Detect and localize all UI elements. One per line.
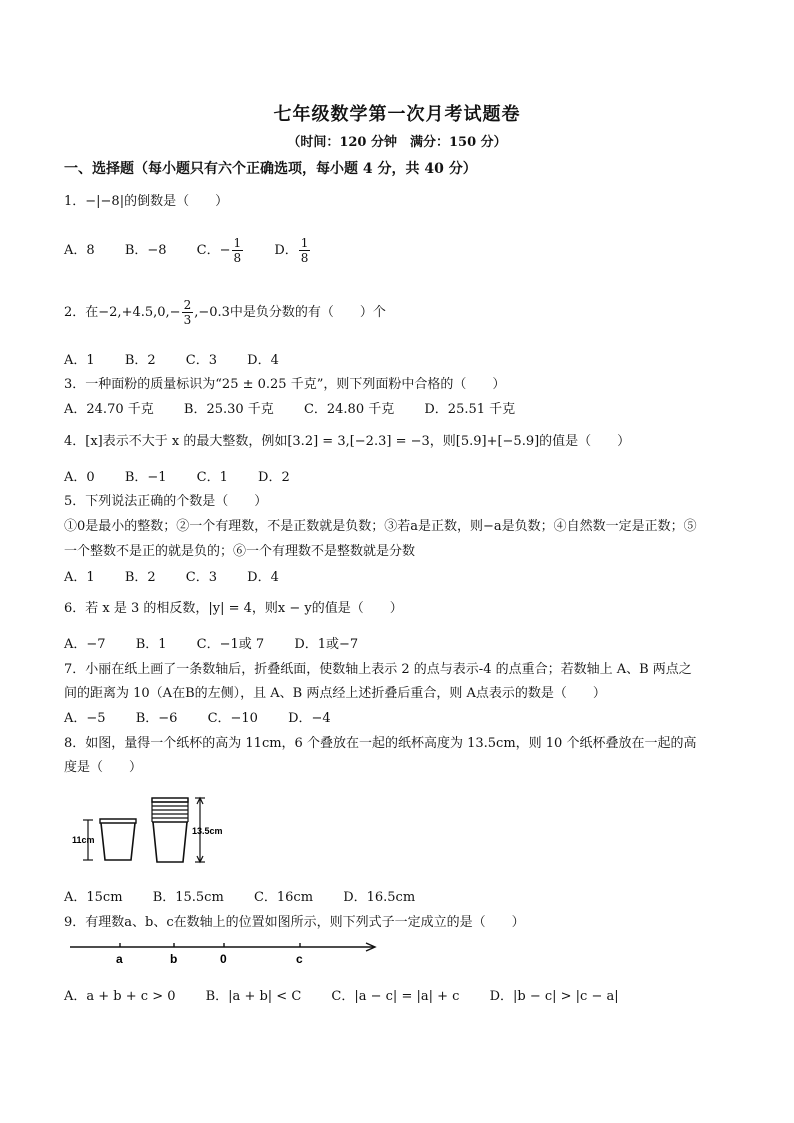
q5-options [64, 566, 305, 585]
q1-option-c: C．− $\frac{1}{8}$ [196, 236, 242, 265]
q4-option-a: A．0 [64, 470, 95, 485]
section-heading: 一、选择题（每小题只有六个正确选项，每小题 4 分，共 40 分） [64, 161, 477, 177]
q8-option-a: A．15cm [64, 890, 123, 905]
q1-option-d: D． $\frac{1}{8}$ [274, 236, 309, 265]
q3-option-d: D．25.51 千克 [424, 402, 516, 417]
q7-option-a: A．−5 [64, 711, 106, 726]
axis-label-zero: 0 [220, 952, 227, 966]
axis-label-a: a [116, 952, 123, 966]
q6-option-d: D．1或−7 [294, 637, 359, 652]
paper-cup-figure [70, 790, 250, 870]
q7-option-d: D．−4 [288, 711, 331, 726]
q2-option-a: A．1 [64, 353, 95, 368]
q3-stem: 3．一种面粉的质量标识为“25 ± 0.25 千克”，则下列面粉中合格的（ ） [64, 377, 506, 392]
axis-label-c: c [296, 952, 303, 966]
q4-option-b: B．−1 [124, 470, 167, 485]
q1-option-b: B．−8 [124, 243, 167, 258]
q5-option-b: B．2 [124, 570, 156, 585]
q4-option-c: C．1 [196, 470, 228, 485]
q3-options [64, 398, 541, 417]
q6-stem: 6．若 x 是 3 的相反数，|y| = 4，则x − y的值是（ ） [64, 601, 403, 616]
q9-stem: 9．有理数a、b、c在数轴上的位置如图所示，则下列式子一定成立的是（ ） [64, 915, 525, 930]
q5-statements-line2: 一个整数不是正的就是负的；⑥一个有理数不是整数就是分数 [64, 544, 416, 559]
axis-label-b: b [170, 952, 178, 966]
q7-options [64, 707, 357, 726]
q3-option-b: B．25.30 千克 [183, 402, 274, 417]
cup-height-label: 11cm [72, 835, 95, 845]
q2-option-c: C．3 [185, 353, 217, 368]
q8-options [64, 886, 441, 905]
q8-option-c: C．16cm [253, 890, 314, 905]
q7-option-c: C．−10 [207, 711, 258, 726]
q5-statements-line1: ①0是最小的整数；②一个有理数，不是正数就是负数；③若a是正数，则−a是负数；④自然数一定是正数；⑤ [64, 519, 697, 534]
q7-option-b: B．−6 [135, 711, 178, 726]
number-line-figure [64, 935, 384, 969]
q1-option-a: A．8 [64, 243, 95, 258]
q5-option-d: D．4 [247, 570, 279, 585]
q8-option-b: B．15.5cm [152, 890, 224, 905]
exam-info: （时间：120 分钟 满分：150 分） [287, 135, 507, 150]
q6-options [64, 633, 384, 652]
q6-option-b: B．1 [135, 637, 167, 652]
q2-option-b: B．2 [124, 353, 156, 368]
q5-option-a: A．1 [64, 570, 95, 585]
q3-option-a: A．24.70 千克 [64, 402, 154, 417]
q7-stem-line1: 7．小丽在纸上画了一条数轴后，折叠纸面，使数轴上表示 2 的点与表示-4 的点重合；若数轴上 A、B 两点之 [64, 662, 692, 677]
q2-stem: 2．在−2,+4.5,0,− $\frac{2}{3}$ ,−0.3中是负分数的有（ ）个 [64, 298, 386, 327]
q9-option-a: A．a + b + c > 0 [64, 989, 176, 1004]
q5-option-c: C．3 [185, 570, 217, 585]
q8-stem-line2: 度是（ ） [64, 760, 143, 775]
q6-option-a: A．−7 [64, 637, 106, 652]
page-title: 七年级数学第一次月考试题卷 [273, 104, 521, 125]
q7-stem-line2: 间的距离为 10（A在B的左侧），且 A、B 两点经上述折叠后重合，则 A点表示的数是（ ） [64, 686, 606, 701]
stack-height-label: 13.5cm [192, 826, 223, 836]
q4-options [64, 466, 316, 485]
q8-option-d: D．16.5cm [343, 890, 416, 905]
q1-stem: 1．−|−8|的倒数是（ ） [64, 194, 229, 209]
q9-option-b: B．|a + b| < C [205, 989, 302, 1004]
q9-option-d: D．|b − c| > |c − a| [489, 989, 619, 1004]
q6-option-c: C．−1或 7 [196, 637, 265, 652]
q1-options [64, 236, 337, 265]
q9-option-c: C．|a − c| = |a| + c [331, 989, 460, 1004]
q5-stem: 5．下列说法正确的个数是（ ） [64, 494, 268, 509]
q9-options [64, 985, 645, 1004]
q4-option-d: D．2 [258, 470, 290, 485]
q2-option-d: D．4 [247, 353, 279, 368]
q2-options [64, 349, 305, 368]
q4-stem: 4．[x]表示不大于 x 的最大整数，例如[3.2] = 3,[−2.3] = −3，则[5.9]+[−5.9]的值是（ ） [64, 434, 631, 449]
q8-stem-line1: 8．如图，量得一个纸杯的高为 11cm，6 个叠放在一起的纸杯高度为 13.5cm，则 10 个纸杯叠放在一起的高 [64, 736, 697, 751]
q3-option-c: C．24.80 千克 [303, 402, 395, 417]
